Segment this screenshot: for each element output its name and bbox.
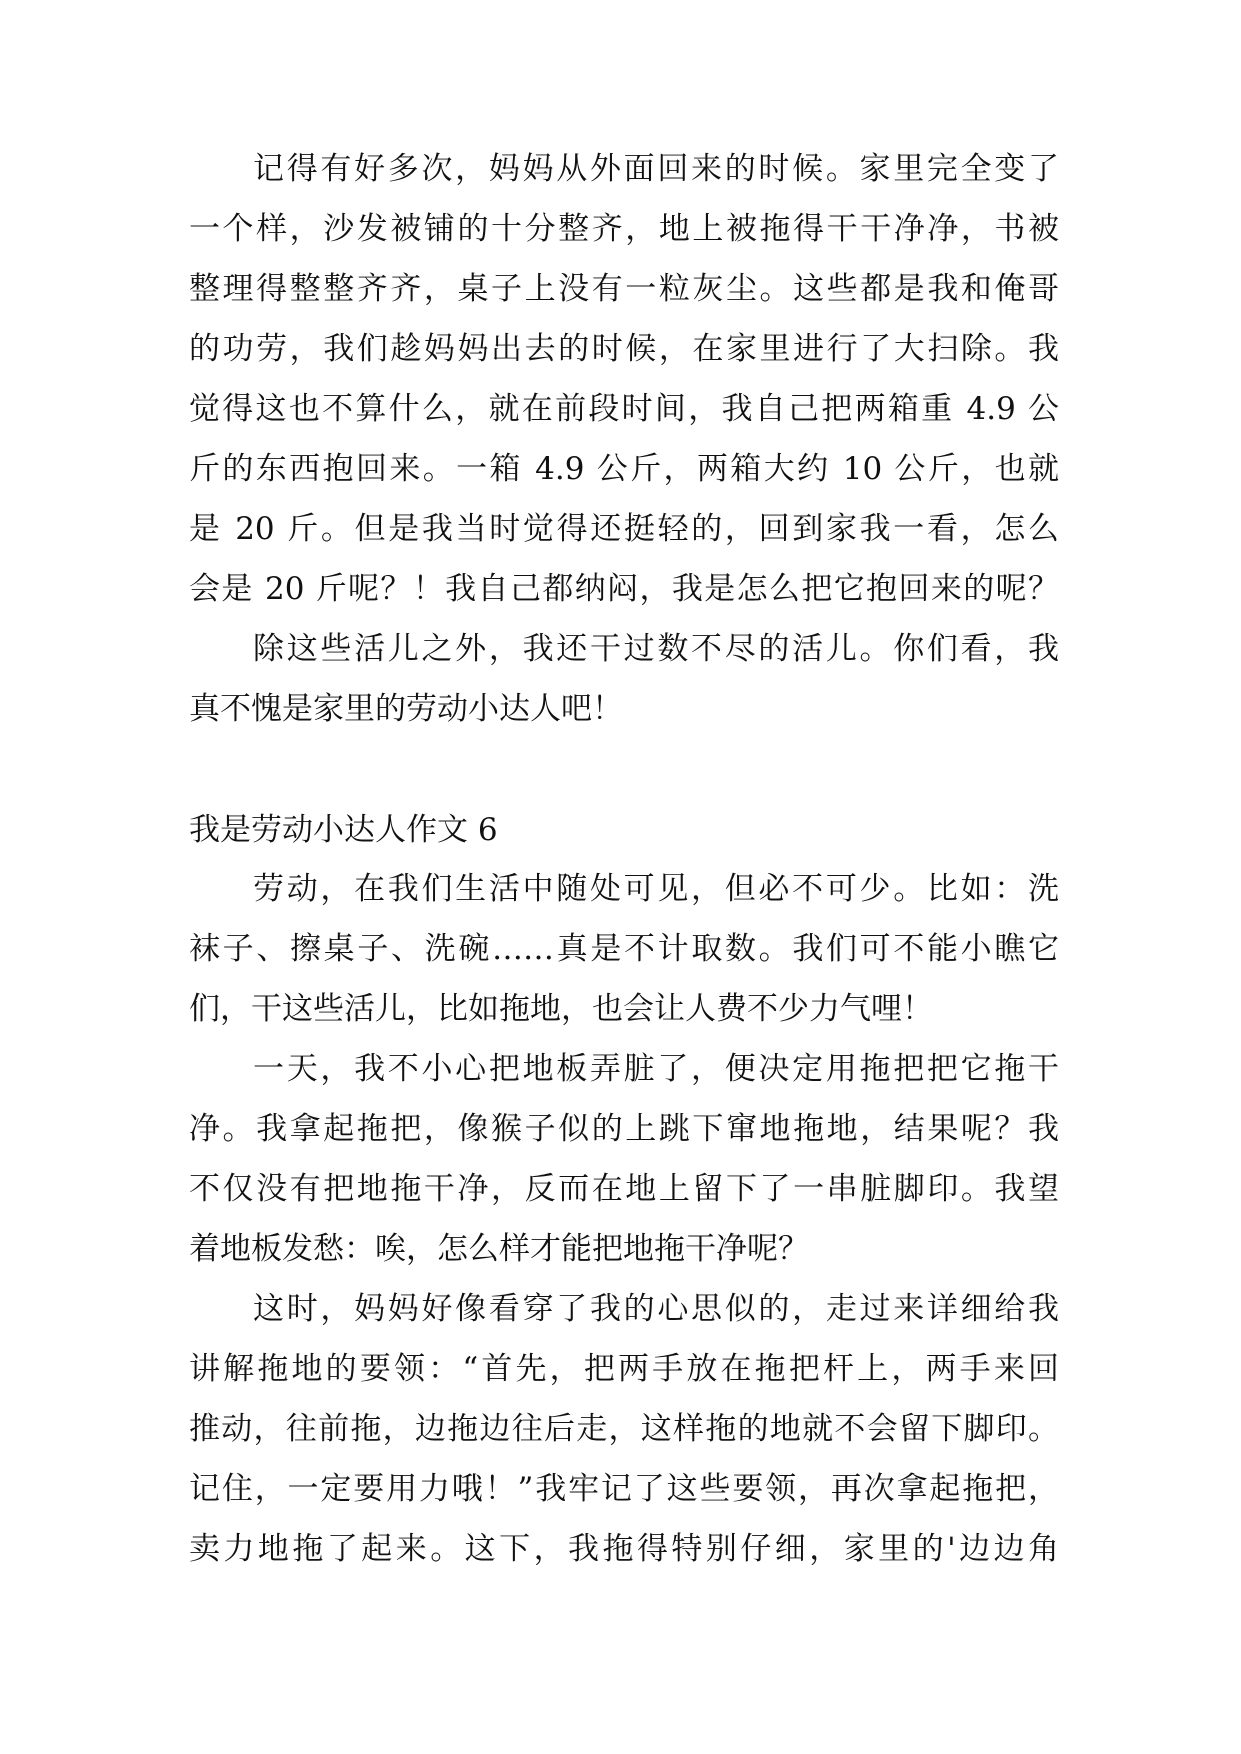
paragraph-line: 推动，往前拖，边拖边往后走，这样拖的地就不会留下脚印。: [189, 1411, 1059, 1447]
paragraph-line: 记住，一定要用力哦！”我牢记了这些要领，再次拿起拖把，: [189, 1471, 1059, 1507]
paragraph-line: 会是 20 斤呢？！我自己都纳闷，我是怎么把它抱回来的呢？: [189, 571, 1059, 607]
paragraph-line: 们，干这些活儿，比如拖地，也会让人费不少力气哩！: [189, 991, 933, 1027]
paragraph-line: 袜子、擦桌子、洗碗……真是不计取数。我们可不能小瞧它: [189, 931, 1059, 967]
paragraph-line: 除这些活儿之外，我还干过数不尽的活儿。你们看，我: [253, 631, 1059, 667]
paragraph-line: 记得有好多次，妈妈从外面回来的时候。家里完全变了: [253, 151, 1059, 187]
paragraph-line: 斤的东西抱回来。一箱 4.9 公斤，两箱大约 10 公斤，也就: [189, 451, 1059, 487]
paragraph-line: 着地板发愁：唉，怎么样才能把地拖干净呢？: [189, 1231, 809, 1267]
paragraph-line: 净。我拿起拖把，像猴子似的上跳下窜地拖地，结果呢？我: [189, 1111, 1059, 1147]
paragraph-line: 的功劳，我们趁妈妈出去的时候，在家里进行了大扫除。我: [189, 331, 1059, 367]
paragraph-line: 真不愧是家里的劳动小达人吧！: [189, 691, 623, 727]
paragraph-line: 一天，我不小心把地板弄脏了，便决定用拖把把它拖干: [253, 1051, 1059, 1087]
paragraph-line: 是 20 斤。但是我当时觉得还挺轻的，回到家我一看，怎么: [189, 511, 1059, 547]
paragraph-line: 觉得这也不算什么，就在前段时间，我自己把两箱重 4.9 公: [189, 391, 1059, 427]
section-heading: 我是劳动小达人作文 6: [189, 812, 498, 848]
paragraph-line: 卖力地拖了起来。这下，我拖得特别仔细，家里的'边边角: [189, 1531, 1059, 1567]
paragraph-line: 这时，妈妈好像看穿了我的心思似的，走过来详细给我: [253, 1291, 1059, 1327]
paragraph-line: 讲解拖地的要领：“首先，把两手放在拖把杆上，两手来回: [189, 1351, 1059, 1387]
paragraph-line: 整理得整整齐齐，桌子上没有一粒灰尘。这些都是我和俺哥: [189, 271, 1059, 307]
paragraph-line: 一个样，沙发被铺的十分整齐，地上被拖得干干净净，书被: [189, 211, 1059, 247]
paragraph-line: 不仅没有把地拖干净，反而在地上留下了一串脏脚印。我望: [189, 1171, 1059, 1207]
paragraph-line: 劳动，在我们生活中随处可见，但必不可少。比如：洗: [253, 871, 1059, 907]
